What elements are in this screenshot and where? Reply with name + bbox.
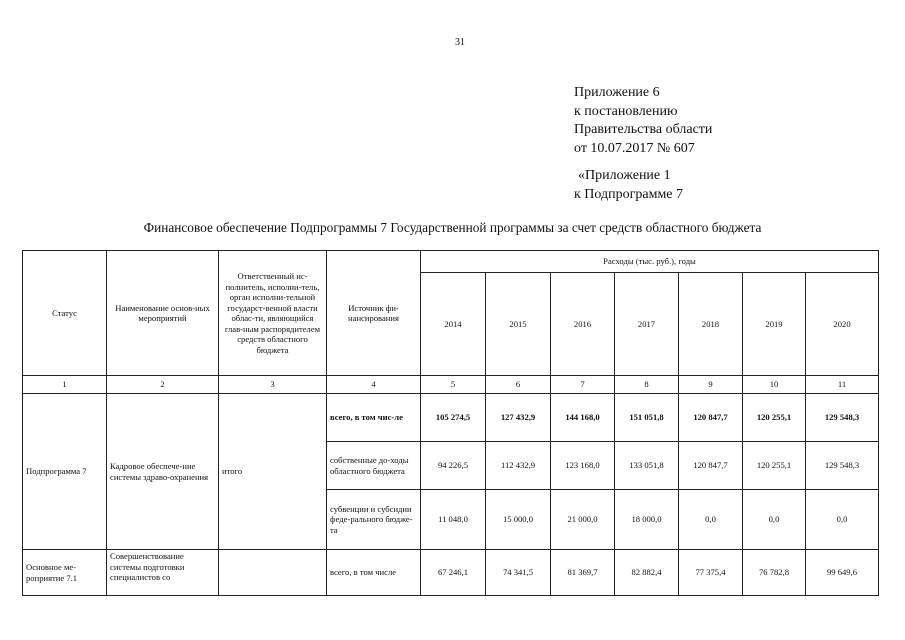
header-status: Статус	[23, 251, 107, 376]
row-value: 0,0	[743, 490, 806, 550]
row-value: 129 548,3	[806, 394, 879, 442]
row-value: 120 847,7	[679, 442, 743, 490]
appendix-line-1: Приложение 6	[574, 85, 660, 100]
column-number: 11	[806, 376, 879, 394]
column-number-row	[23, 376, 879, 394]
row-value: 120 847,7	[679, 394, 743, 442]
column-number: 4	[327, 376, 421, 394]
row-value: 94 226,5	[421, 442, 486, 490]
row-value: 67 246,1	[421, 550, 486, 596]
column-number: 9	[679, 376, 743, 394]
row-value: 105 274,5	[421, 394, 486, 442]
row-name: Кадровое обеспече-ние системы здраво-охранения	[107, 394, 219, 550]
header-year: 2019	[743, 273, 806, 376]
row-value: 133 051,8	[615, 442, 679, 490]
row-value: 81 369,7	[551, 550, 615, 596]
row-status: Основное ме-роприятие 7.1	[23, 550, 107, 596]
appendix-line-3: Правительства области	[574, 122, 713, 137]
column-number: 1	[23, 376, 107, 394]
row-name: Совершенствование системы подготовки специалистов со	[107, 550, 219, 596]
appendix2-block	[574, 167, 683, 204]
column-number: 6	[486, 376, 551, 394]
row-value: 112 432,9	[486, 442, 551, 490]
header-year: 2018	[679, 273, 743, 376]
appendix2-line-1: «Приложение 1	[578, 168, 671, 183]
header-year: 2020	[806, 273, 879, 376]
row-value: 15 000,0	[486, 490, 551, 550]
appendix-block	[574, 84, 712, 158]
row-value: 21 000,0	[551, 490, 615, 550]
header-year: 2015	[486, 273, 551, 376]
document-title: Финансовое обеспечение Подпрограммы 7 Государственной программы за счет средств областного бюджета	[143, 220, 762, 235]
page-number: 31	[455, 37, 465, 48]
column-number: 7	[551, 376, 615, 394]
header-expenses: Расходы (тыс. руб.), годы	[421, 251, 879, 273]
row-value: 120 255,1	[743, 442, 806, 490]
row-value: 74 341,5	[486, 550, 551, 596]
appendix-line-4: от 10.07.2017 № 607	[574, 140, 695, 156]
row-source: субвенции и субсидии феде-рального бюдже-та	[327, 490, 421, 550]
row-value: 11 048,0	[421, 490, 486, 550]
header-year: 2016	[551, 273, 615, 376]
row-source: всего, в том чис-ле	[327, 394, 421, 442]
column-number: 3	[219, 376, 327, 394]
table-row	[23, 550, 879, 596]
row-value: 151 051,8	[615, 394, 679, 442]
row-value: 18 000,0	[615, 490, 679, 550]
row-source: всего, в том числе	[327, 550, 421, 596]
column-number: 5	[421, 376, 486, 394]
row-value: 127 432,9	[486, 394, 551, 442]
header-row-1	[23, 251, 879, 273]
row-value: 77 375,4	[679, 550, 743, 596]
row-value: 82 882,4	[615, 550, 679, 596]
row-responsible	[219, 550, 327, 596]
row-status: Подпрограмма 7	[23, 394, 107, 550]
column-number: 8	[615, 376, 679, 394]
appendix-line-2: к постановлению	[574, 103, 678, 119]
header-source: Источник фи-нансирования	[327, 251, 421, 376]
row-value: 144 168,0	[551, 394, 615, 442]
header-year: 2017	[615, 273, 679, 376]
finance-table	[22, 250, 879, 596]
header-year: 2014	[421, 273, 486, 376]
header-name: Наименование основ-ных мероприятий	[107, 251, 219, 376]
row-value: 0,0	[806, 490, 879, 550]
appendix2-line-2: к Подпрограмме 7	[574, 186, 684, 202]
row-source: собственные до-ходы областного бюджета	[327, 442, 421, 490]
column-number: 10	[743, 376, 806, 394]
row-value: 0,0	[679, 490, 743, 550]
row-value: 129 548,3	[806, 442, 879, 490]
row-value: 76 782,8	[743, 550, 806, 596]
column-number: 2	[107, 376, 219, 394]
row-value: 99 649,6	[806, 550, 879, 596]
row-value: 123 168,0	[551, 442, 615, 490]
row-value: 120 255,1	[743, 394, 806, 442]
table-row	[23, 394, 879, 442]
row-responsible: итого	[219, 394, 327, 550]
header-responsible: Ответственный ис-полнитель, исполни-тель, орган исполни-тельной государст-венной власти облас-ти, являющийся глав-ным распорядителем средств областного бюджета	[219, 251, 327, 376]
